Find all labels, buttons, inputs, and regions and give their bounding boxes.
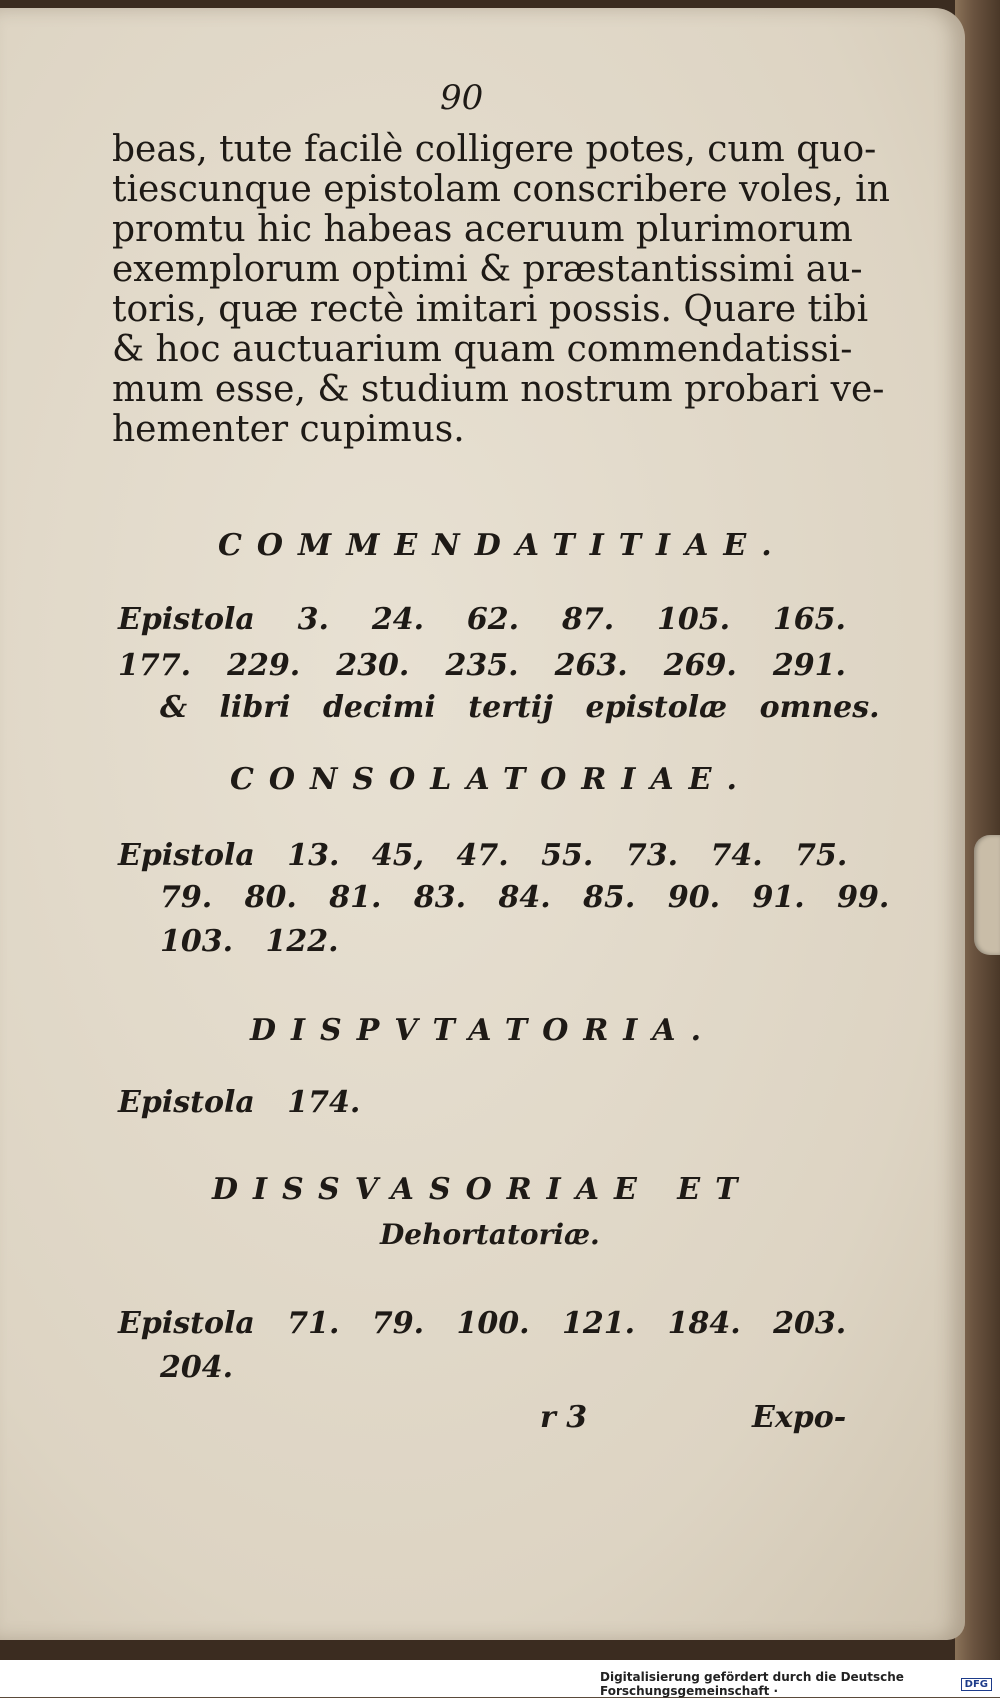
epistola-line: 177. 229. 230. 235. 263. 269. 291. bbox=[118, 648, 846, 683]
epistola-line: Epistola 174. bbox=[118, 1085, 361, 1120]
prose-line: hementer cupimus. bbox=[112, 409, 465, 450]
epistola-line: 204. bbox=[160, 1350, 234, 1385]
credit-text: Digitalisierung gefördert durch die Deutsche Forschungsgemeinschaft · bbox=[600, 1670, 904, 1698]
section-subheading: Dehortatoriæ. bbox=[380, 1218, 600, 1251]
prose-line: tiescunque epistolam conscribere voles, in bbox=[112, 169, 890, 210]
epistola-line: Epistola 71. 79. 100. 121. 184. 203. bbox=[118, 1306, 847, 1341]
prose-line: toris, quæ rectè imitari possis. Quare tibi bbox=[112, 289, 869, 330]
dfg-logo: DFG bbox=[961, 1678, 992, 1691]
epistola-line: Epistola 3. 24. 62. 87. 105. 165. bbox=[118, 602, 846, 637]
funding-credit bbox=[600, 1671, 1000, 1697]
section-heading-dissvasoriae: DISSVASORIAE ET bbox=[212, 1172, 753, 1207]
prose-line: exemplorum optimi & præstantissimi au- bbox=[112, 249, 863, 290]
prose-line: mum esse, & studium nostrum probari ve- bbox=[112, 369, 885, 410]
prose-line: & hoc auctuarium quam commendatissi- bbox=[112, 329, 853, 370]
page-clip bbox=[974, 835, 1000, 955]
section-heading-disputatoria: DISPVTATORIA. bbox=[250, 1013, 717, 1048]
page-number: 90 bbox=[440, 78, 484, 118]
section-heading-commendatitiae: COMMENDATITIAE. bbox=[218, 528, 787, 563]
prose-line: promtu hic habeas aceruum plurimorum bbox=[112, 209, 853, 250]
epistola-line: & libri decimi tertij epistolæ omnes. bbox=[160, 690, 880, 725]
signature-mark: r 3 bbox=[540, 1400, 588, 1435]
epistola-line: Epistola 13. 45, 47. 55. 73. 74. 75. bbox=[118, 838, 848, 873]
catchword: Expo- bbox=[752, 1400, 847, 1435]
prose-line: beas, tute facilè colligere potes, cum quo- bbox=[112, 129, 877, 170]
epistola-line: 103. 122. bbox=[160, 924, 339, 959]
section-heading-consolatoriae: CONSOLATORIAE. bbox=[230, 762, 752, 797]
epistola-line: 79. 80. 81. 83. 84. 85. 90. 91. 99. bbox=[160, 880, 890, 915]
